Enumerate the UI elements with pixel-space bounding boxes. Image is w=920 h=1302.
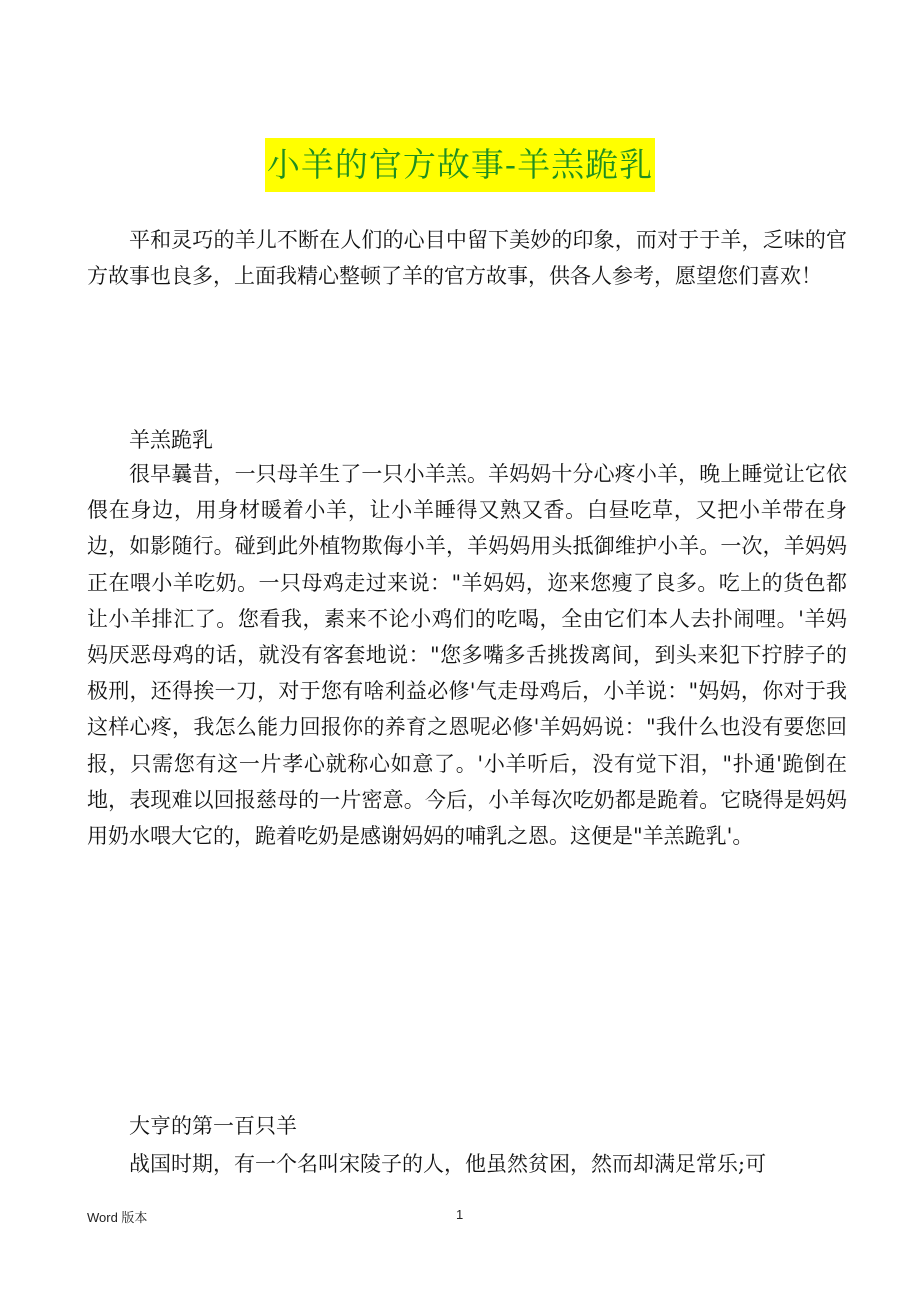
story-paragraph-hundredth-sheep: 战国时期，有一个名叫宋陵子的人，他虽然贫困，然而却满足常乐;可 xyxy=(129,1152,767,1176)
footer-version-label: Word 版本 xyxy=(87,1210,148,1225)
title-container xyxy=(0,138,920,192)
intro-paragraph: 平和灵巧的羊儿不断在人们的心目中留下美妙的印象，而对于于羊，乏味的官方故事也良多，上面我精心整顿了羊的官方故事，供各人参考，愿望您们喜欢！ xyxy=(87,228,847,288)
footer-page-number: 1 xyxy=(456,1207,464,1222)
section-heading-lamb-kneeling: 羊羔跪乳 xyxy=(129,428,213,452)
story-paragraph-lamb-kneeling: 很早曩昔，一只母羊生了一只小羊羔。羊妈妈十分心疼小羊，晚上睡觉让它依偎在身边，用身材暖着小羊，让小羊睡得又熟又香。白昼吃草，又把小羊带在身边，如影随行。碰到此外植物欺侮小羊，羊妈妈用头抵御维护小羊。一次，羊妈妈正在喂小羊吃奶。一只母鸡走过来说："羊妈妈，迩来您瘦了良多。吃上的货色都让小羊排汇了。您看我，素来不论小鸡们的吃喝，全由它们本人去扑闹哩。'羊妈妈厌恶母鸡的话，就没有客套地说："您多嘴多舌挑拨离间，到头来犯下拧脖子的极刑，还得挨一刀，对于您有啥利益必修'气走母鸡后，小羊说："妈妈，你对于我这样心疼，我怎么能力回报你的养育之恩呢必修'羊妈妈说："我什么也没有要您回报，只需您有这一片孝心就称心如意了。'小羊听后，没有觉下泪，"扑通'跪倒在地，表现难以回报慈母的一片密意。今后，小羊每次吃奶都是跪着。它晓得是妈妈用奶水喂大它的，跪着吃奶是感谢妈妈的哺乳之恩。这便是"羊羔跪乳'。 xyxy=(87,462,847,849)
document-title: 小羊的官方故事-羊羔跪乳 xyxy=(265,138,655,192)
section-heading-hundredth-sheep: 大亨的第一百只羊 xyxy=(129,1114,297,1138)
